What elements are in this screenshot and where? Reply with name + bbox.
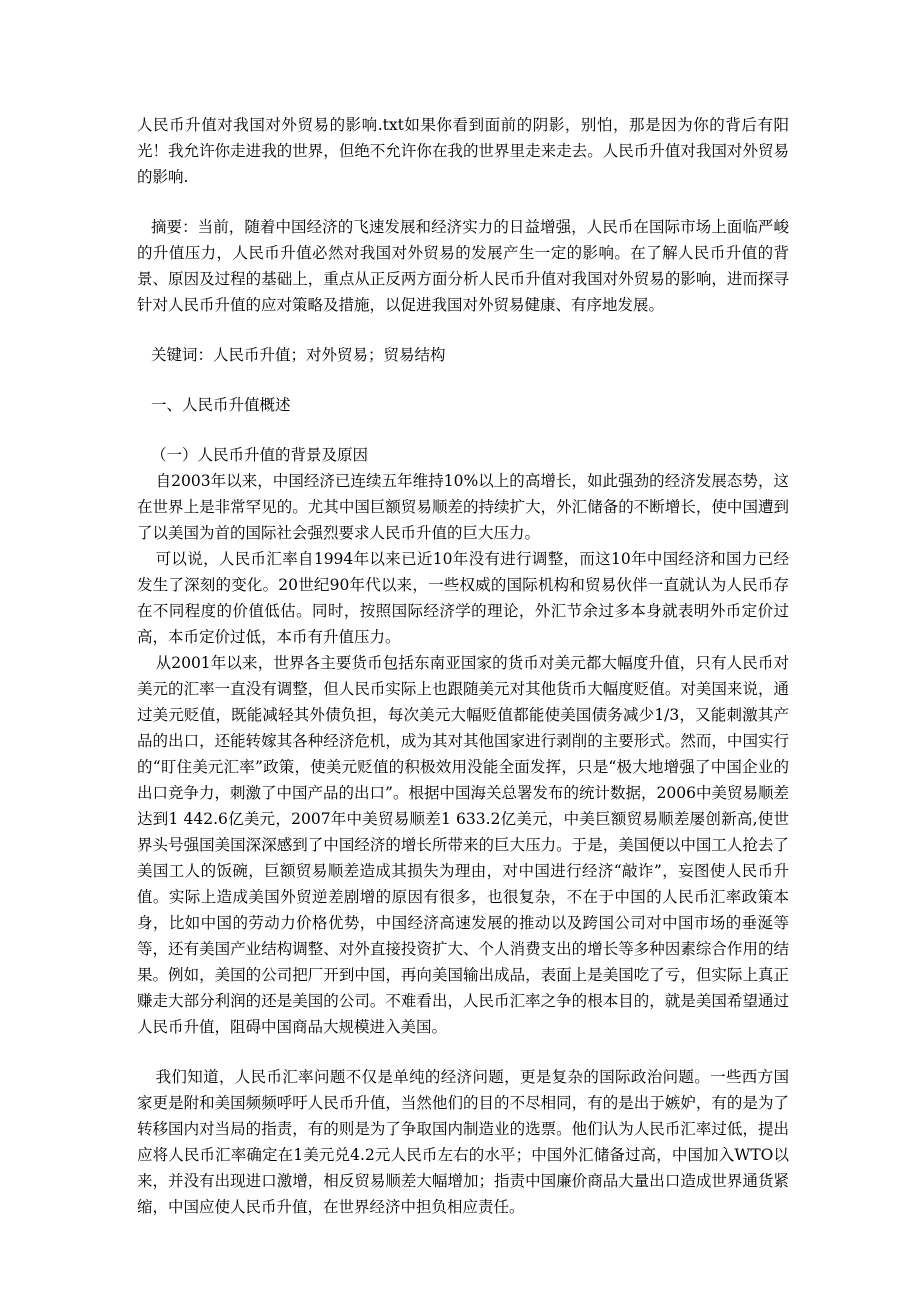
spacer bbox=[137, 368, 789, 392]
body-paragraph: 可以说，人民币汇率自1994年以来已近10年没有进行调整，而这10年中国经济和国力已经发生了深刻的变化。20世纪90年代以来，一些权威的国际机构和贸易伙伴一直就认为人民币存在不同程度的价值低估。同时，按照国际经济学的理论，外汇节余过多本身就表明外币定价过高，本币定价过低，本币有升值压力。 bbox=[137, 550, 789, 646]
closing-paragraph: 我们知道，人民币汇率问题不仅是单纯的经济问题，更是复杂的国际政治问题。一些西方国家更是附和美国频频呼吁人民币升值，当然他们的目的不尽相同，有的是出于嫉妒，有的是为了转移国内对当局的指责，有的则是为了争取国内制造业的选票。他们认为人民币汇率过低，提出应将人民币汇率确定在1美元兑4.2元人民币左右的水平；中国外汇储备过高，中国加入WTO以来，并没有出现进口激增，相反贸易顺差大幅增加；指责中国廉价商品大量出口造成世界通货紧缩，中国应使人民币升值，在世界经济中担负相应责任。 bbox=[137, 1068, 789, 1216]
spacer bbox=[137, 1040, 789, 1064]
spacer bbox=[137, 418, 789, 442]
keywords-line: 关键词：人民币升值；对外贸易；贸易结构 bbox=[150, 346, 446, 364]
spacer bbox=[137, 318, 789, 342]
section-heading: 一、人民币升值概述 bbox=[150, 396, 291, 414]
subsection-heading: （一）人民币升值的背景及原因 bbox=[150, 446, 368, 464]
intro-paragraph: 人民币升值对我国对外贸易的影响.txt如果你看到面前的阴影，别怕，那是因为你的背后有阳光！我允许你走进我的世界，但绝不允许你在我的世界里走来走去。人民币升值对我国对外贸易的影响. bbox=[137, 116, 789, 186]
abstract-paragraph: 摘要：当前，随着中国经济的飞速发展和经济实力的日益增强，人民币在国际市场上面临严峻的升值压力，人民币升值必然对我国对外贸易的发展产生一定的影响。在了解人民币升值的背景、原因及过程的基础上，重点从正反两方面分析人民币升值对我国对外贸易的影响，进而探寻针对人民币升值的应对策略及措施，以促进我国对外贸易健康、有序地发展。 bbox=[137, 218, 789, 314]
body-paragraph: 从2001年以来，世界各主要货币包括东南亚国家的货币对美元都大幅度升值，只有人民币对美元的汇率一直没有调整，但人民币实际上也跟随美元对其他货币大幅度贬值。对美国来说，通过美元贬值，既能减轻其外债负担，每次美元大幅贬值都能使美国债务减少1/3，又能刺激其产品的出口，还能转嫁其各种经济危机，成为其对其他国家进行剥削的主要形式。然而，中国实行的“盯住美元汇率”政策，使美元贬值的积极效用没能全面发挥，只是“极大地增强了中国企业的出口竞争力，刺激了中国产品的出口”。根据中国海关总署发布的统计数据，2006中美贸易顺差达到1 442.6亿美元，2007年中美贸易顺差1 633.2亿美元，中美巨额贸易顺差屡创新高,使世界头号强国美国深深感到了中国经济的增长所带来的巨大压力。于是，美国便以中国工人抢去了美国工人的饭碗，巨额贸易顺差造成其损失为理由，对中国进行经济“敲诈”，妄图使人民币升值。实际上造成美国外贸逆差剧增的原因有很多，也很复杂，不在于中国的人民币汇率政策本身，比如中国的劳动力价格优势，中国经济高速发展的推动以及跨国公司对中国市场的垂涎等等，还有美国产业结构调整、对外直接投资扩大、个人消费支出的增长等多种因素综合作用的结果。例如，美国的公司把厂开到中国，再向美国输出成品，表面上是美国吃了亏，但实际上真正赚走大部分利润的还是美国的公司。不难看出，人民币汇率之争的根本目的，就是美国希望通过人民币升值，阻碍中国商品大规模进入美国。 bbox=[137, 654, 789, 1036]
document-page bbox=[137, 112, 789, 1220]
body-paragraph: 自2003年以来，中国经济已连续五年维持10%以上的高增长，如此强劲的经济发展态势，这在世界上是非常罕见的。尤其中国巨额贸易顺差的持续扩大，外汇储备的不断增长，使中国遭到了以美国为首的国际社会强烈要求人民币升值的巨大压力。 bbox=[137, 472, 789, 542]
spacer bbox=[137, 190, 789, 214]
